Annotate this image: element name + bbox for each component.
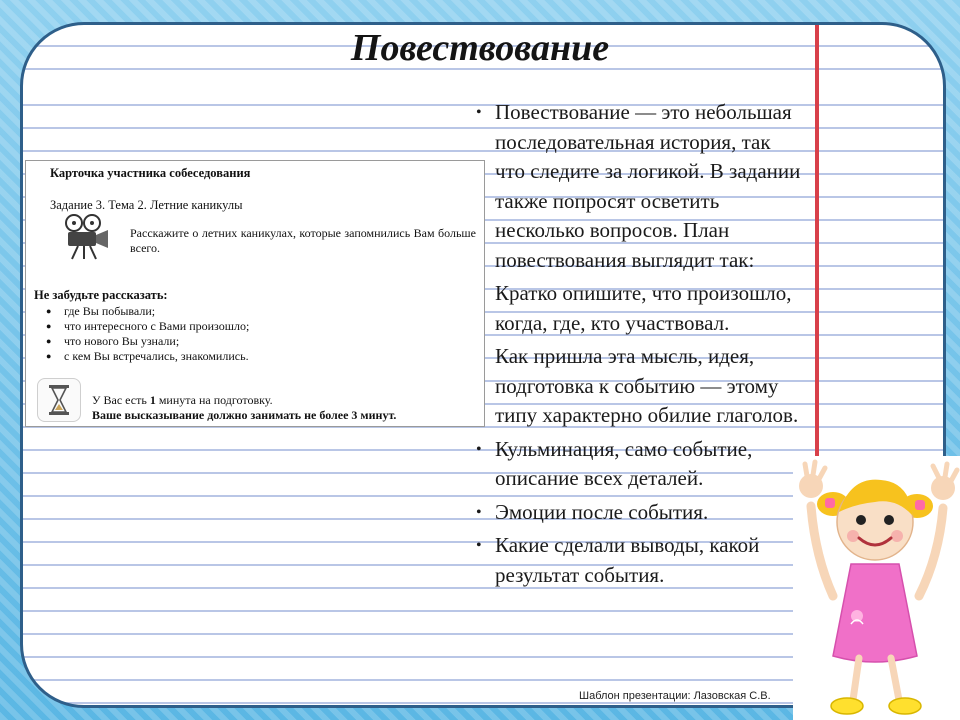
bullet-text: Кульминация, само событие, описание всех деталей. [495, 436, 753, 490]
bullet-dot: • [476, 503, 482, 521]
card-prep-time [92, 393, 273, 408]
card-time-limit: Ваше высказывание должно занимать не более 3 минут. [92, 408, 397, 422]
bullet-dot: • [476, 537, 482, 554]
bullet-text: Какие сделали выводы, какой результат события. [495, 533, 760, 587]
hourglass-icon [37, 378, 81, 422]
bullet-item [474, 531, 804, 590]
bullet-item [474, 435, 804, 494]
card-title: Карточка участника собеседования [50, 166, 251, 180]
bullet-text: Как пришла эта мысль, идея, подготовка к событию — этому типу характерно обилие глаголов. [495, 344, 799, 427]
bullet-dot: • [476, 104, 482, 121]
card-checklist-item: ● где Вы побывали; [34, 304, 249, 319]
bullet-list [474, 98, 804, 594]
card-prep-prefix: У Вас есть [92, 393, 150, 407]
bullet-text: Кратко опишите, что произошло, когда, где, кто участвовал. [495, 281, 792, 335]
card-remember-label: Не забудьте рассказать: [34, 288, 168, 302]
bullet-item [474, 279, 804, 338]
template-credit: Шаблон презентации: Лазовская С.В. [579, 690, 771, 702]
cartoon-girl-illustration [793, 446, 960, 720]
bullet-item [474, 342, 804, 431]
card-prompt: Расскажите о летних каникулах, которые запомнились Вам больше всего. [130, 226, 476, 255]
bullet-item [474, 98, 804, 275]
card-checklist [34, 304, 249, 364]
card-task: Задание 3. Тема 2. Летние каникулы [50, 198, 243, 212]
card-checklist-item: ● что интересного с Вами произошло; [34, 319, 249, 334]
bullet-dot: • [476, 440, 482, 458]
bullet-text: Эмоции после события. [495, 499, 709, 524]
film-projector-icon [60, 213, 114, 261]
slide-title: Повествование [350, 27, 610, 69]
bullet-text: Повествование — это небольшая последовательная история, так что следите за логикой. В задании также попросят осветить несколько вопросов. План повествования выглядит так: [495, 100, 801, 272]
card-prep-suffix: минута на подготовку. [155, 393, 273, 407]
participant-card-image [25, 160, 485, 427]
bullet-item [474, 498, 804, 528]
card-prep-number: 1 [149, 393, 156, 407]
card-checklist-item: ● что нового Вы узнали; [34, 334, 249, 349]
card-checklist-item: ● с кем Вы встречались, знакомились. [34, 349, 249, 364]
